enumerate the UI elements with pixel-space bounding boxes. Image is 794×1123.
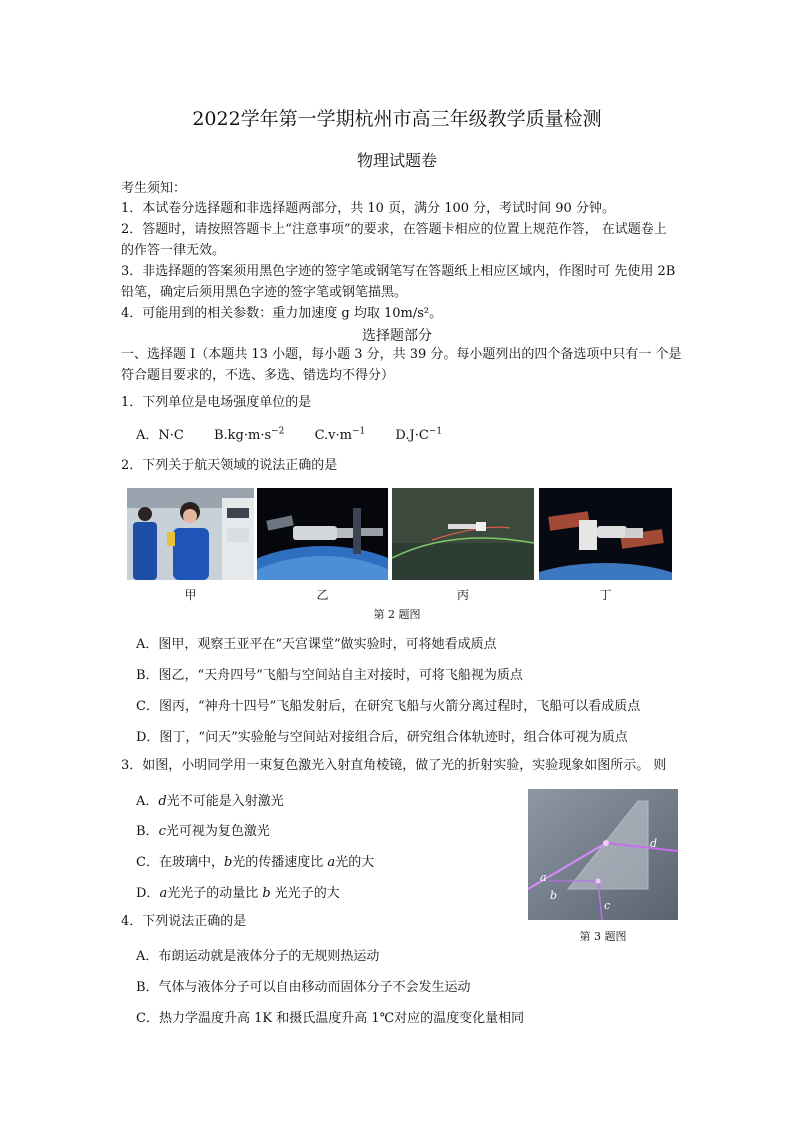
q3-option-c: C．在玻璃中，b光的传播速度比 a光的大: [136, 855, 375, 870]
q4-option-b: B．气体与液体分子可以自由移动而固体分子不会发生运动: [136, 980, 471, 995]
q4-option-a: A．布朗运动就是液体分子的无规则热运动: [136, 949, 380, 964]
q1-option-c: $C.v\cdot m^{-1}$: [314, 426, 366, 443]
notice-line: 的作答一律无效。: [121, 243, 226, 258]
figure-3-caption: 第 3 题图: [579, 930, 627, 943]
q2-option-b: B．图乙，“天舟四号”飞船与空间站自主对接时，可将飞船视为质点: [136, 668, 523, 683]
q2-option-d: D．图丁，“问天”实验舱与空间站对接组合后，研究组合体轨迹时，组合体可视为质点: [136, 730, 628, 745]
figure-3-prism-photo: [528, 789, 678, 920]
figure-2-caption: 第 2 题图: [373, 608, 421, 621]
q1-option-d: $D.J\cdot C^{-1}$: [395, 426, 443, 443]
notice-line: 1．本试卷分选择题和非选择题两部分，共 10 页，满分 100 分，考试时间 90 分钟。: [121, 201, 615, 216]
photo-jia: [127, 488, 254, 580]
q4-stem: 4．下列说法正确的是: [121, 914, 247, 929]
caption-yi: 乙: [316, 588, 329, 602]
q1-option-b: $B.kg\cdot m\cdot s^{-2}$: [213, 426, 285, 443]
notice-line: 铅笔，确定后须用黑色字迹的签字笔或钢笔描黑。: [121, 285, 408, 300]
caption-bing: 丙: [456, 588, 469, 602]
caption-ding: 丁: [599, 588, 612, 602]
q3-option-a: A．d光不可能是入射激光: [136, 794, 284, 809]
q3-option-b: B．c光可视为复色激光: [136, 824, 270, 839]
section-intro: 一、选择题 I（本题共 13 小题，每小题 3 分，共 39 分。每小题列出的四个备选项中只有一 个是: [121, 347, 682, 362]
caption-jia: 甲: [184, 588, 197, 602]
notice-line: 4．可能用到的相关参数：重力加速度 g 均取 10m/s²。: [121, 306, 443, 321]
exam-subtitle: 物理试题卷: [356, 151, 437, 170]
label-a: a: [540, 871, 547, 884]
section-intro: 符合题目要求的，不选、多选、错选均不得分）: [121, 368, 395, 383]
q2-option-a: A．图甲，观察王亚平在“天宫课堂”做实验时，可将她看成质点: [136, 637, 497, 652]
photo-bing: [392, 488, 534, 580]
q3-option-d: D．a光光子的动量比 b 光光子的大: [136, 886, 340, 901]
label-c: c: [604, 899, 611, 912]
notice-line: 3．非选择题的答案须用黑色字迹的签字笔或钢笔写在答题纸上相应区域内，作图时可 先使用 2B: [121, 264, 676, 279]
q4-option-c: C．热力学温度升高 1K 和摄氏温度升高 1℃对应的温度变化量相同: [136, 1011, 525, 1026]
label-d: d: [650, 837, 658, 850]
notice-heading: 考生须知：: [121, 181, 187, 196]
section-title: 选择题部分: [362, 328, 432, 344]
exam-title: 2022学年第一学期杭州市高三年级教学质量检测: [192, 108, 602, 130]
q1-options: [136, 424, 468, 443]
q3-stem: 3．如图，小明同学用一束复色激光入射直角棱镜，做了光的折射实验，实验现象如图所示。 则: [121, 758, 667, 773]
photo-yi: [257, 488, 388, 580]
photo-ding: [539, 488, 672, 580]
q2-stem: 2．下列关于航天领域的说法正确的是: [121, 458, 338, 473]
notice-line: 2．答题时，请按照答题卡上“注意事项”的要求，在答题卡相应的位置上规范作答， 在试题卷上: [121, 222, 667, 237]
q1-stem: 1．下列单位是电场强度单位的是: [121, 395, 312, 410]
q1-option-a: A．N·C: [136, 428, 184, 443]
q2-option-c: C．图丙，“神舟十四号”飞船发射后，在研究飞船与火箭分离过程时，飞船可以看成质点: [136, 699, 641, 714]
label-b: b: [550, 889, 558, 902]
